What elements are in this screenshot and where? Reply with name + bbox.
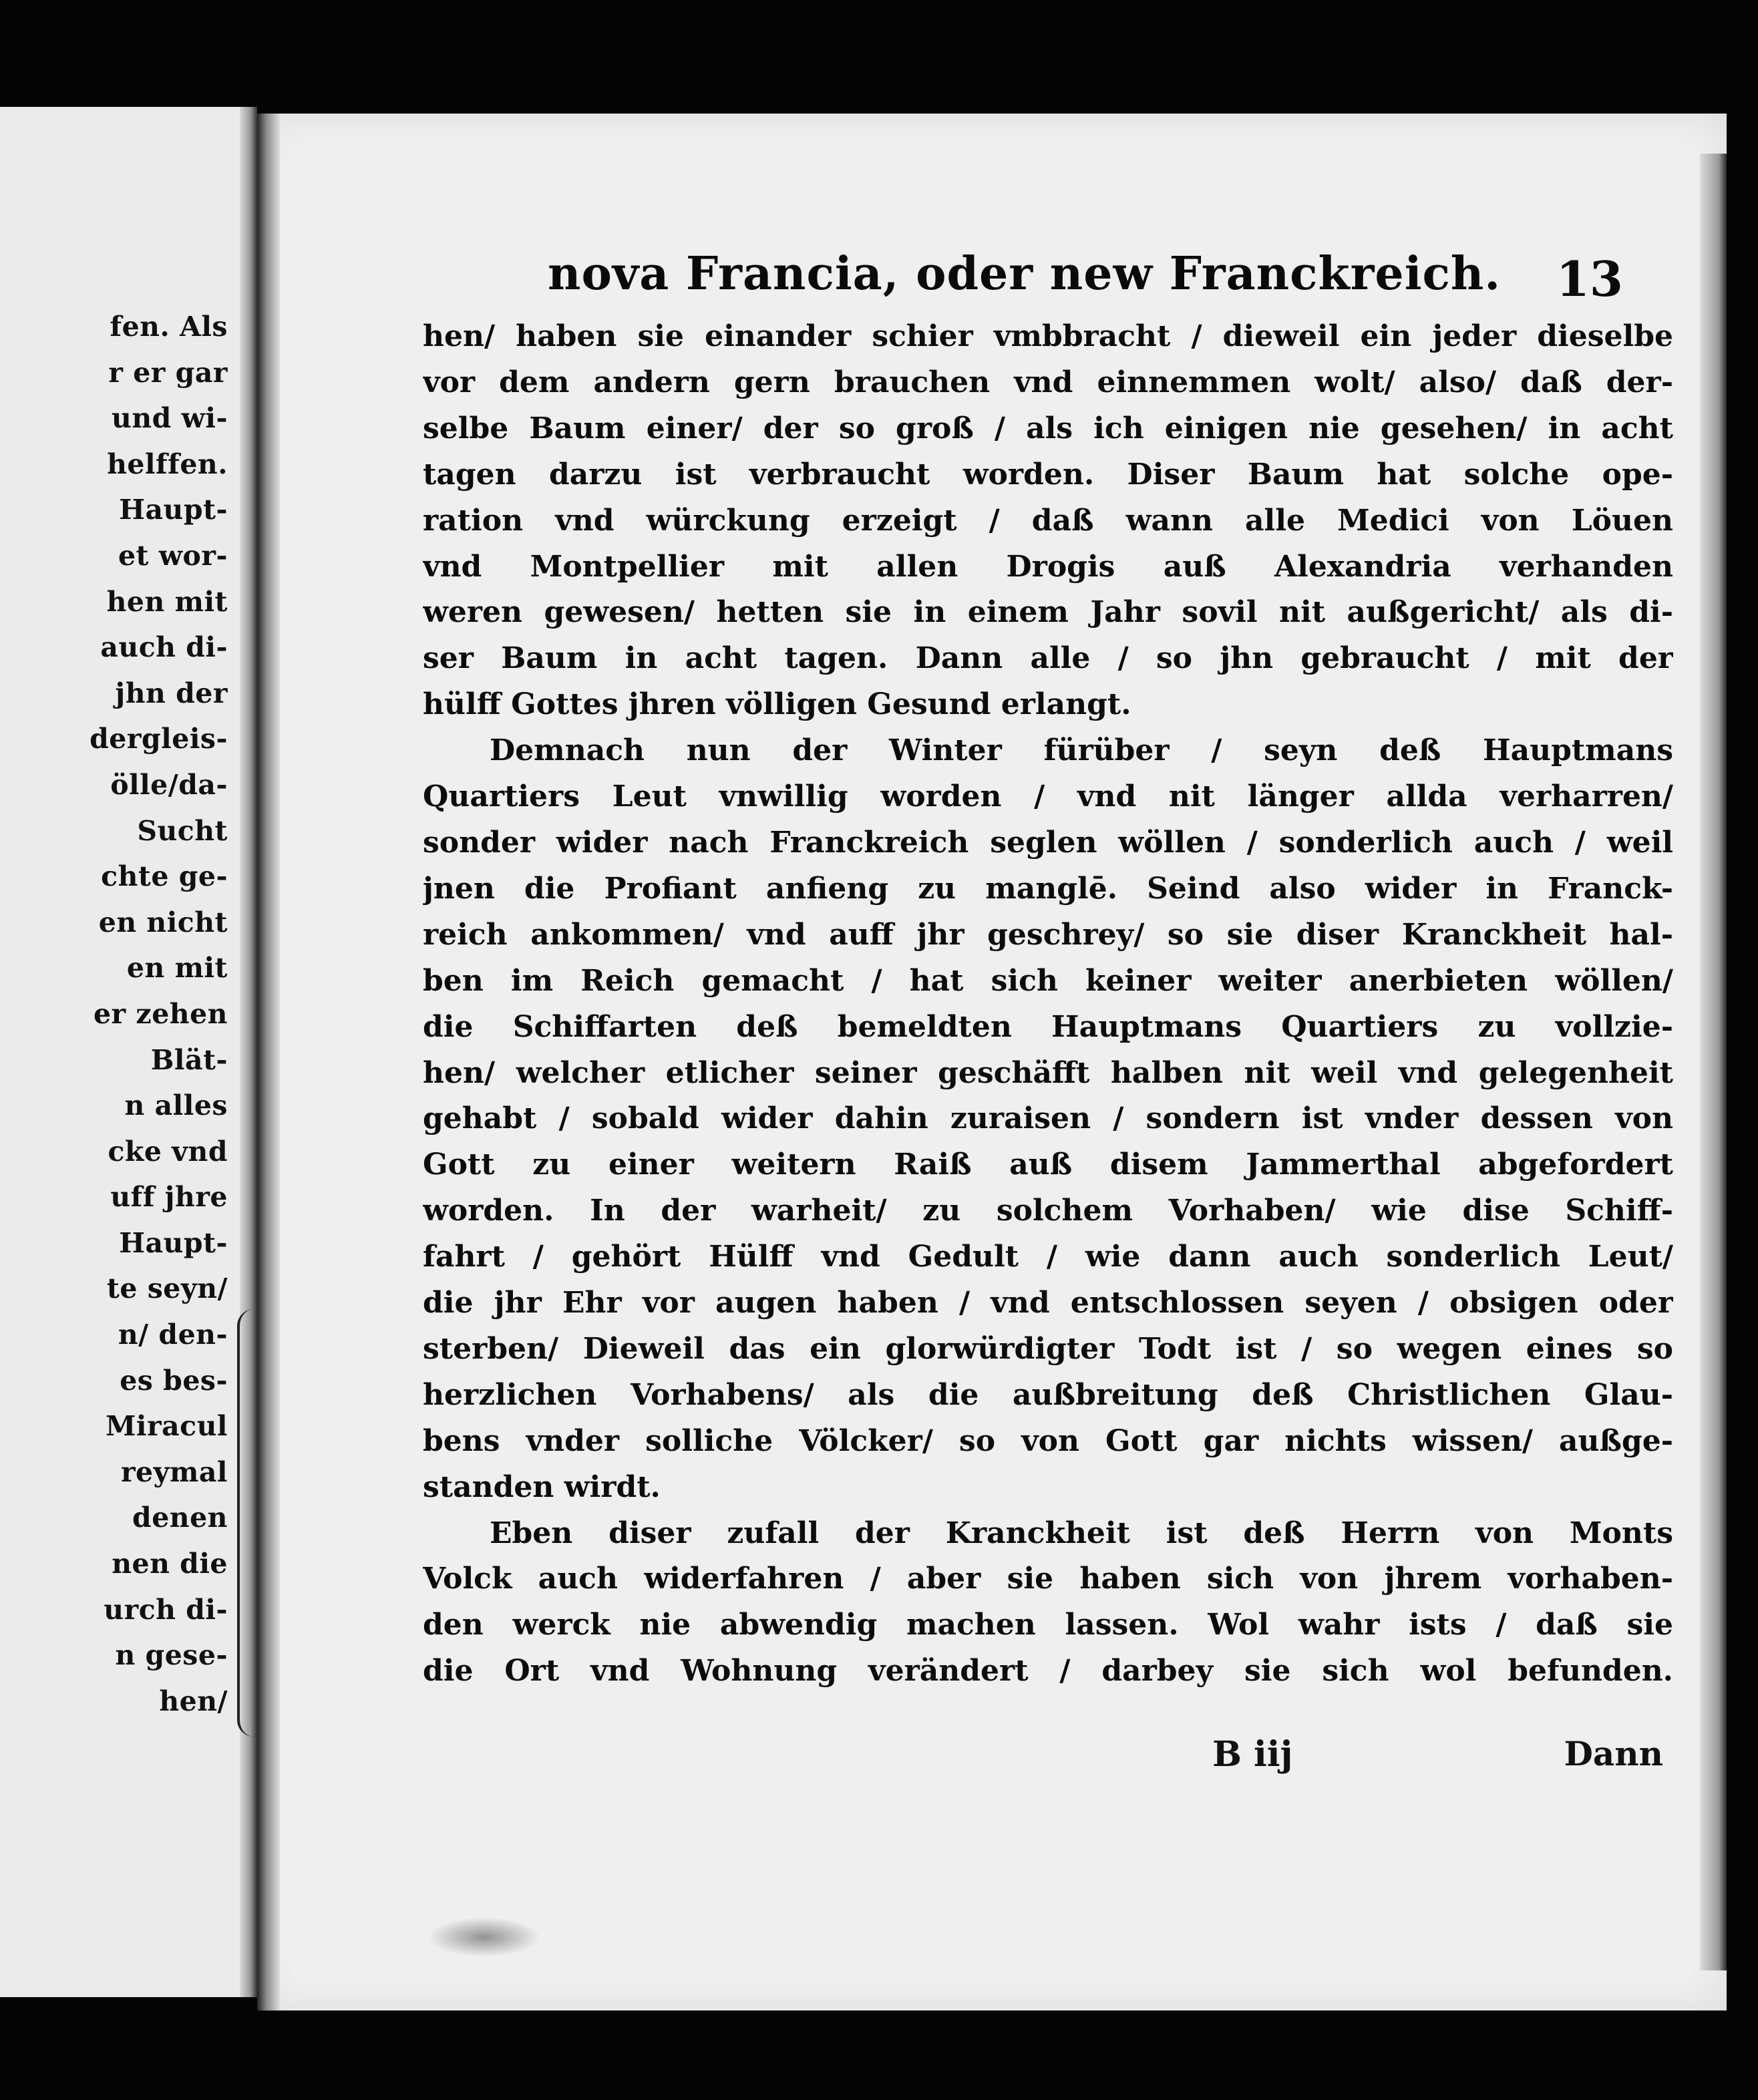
text-line: sonder wider nach Franckreich seglen wöllen / sonderlich auch / weil bbox=[423, 825, 1673, 860]
text-line: hülff Gottes jhren völligen Gesund erlangt. bbox=[423, 687, 1131, 722]
left-line: ölle/da- bbox=[110, 768, 228, 801]
text-line: die Ort vnd Wohnung verändert / darbey sie sich wol befunden. bbox=[423, 1654, 1673, 1689]
left-line: r er gar bbox=[108, 356, 228, 389]
text-line: bens vnder solliche Völcker/ so von Gott gar nichts wissen/ außge- bbox=[423, 1423, 1673, 1458]
left-line: Blät- bbox=[150, 1043, 228, 1076]
text-line: Volck auch widerfahren / aber sie haben sich von jhrem vorhaben- bbox=[423, 1562, 1673, 1596]
left-line: n/ den- bbox=[118, 1319, 228, 1351]
text-line: hen/ haben sie einander schier vmbbracht / dieweil ein jeder dieselbe bbox=[423, 319, 1673, 353]
left-page bbox=[0, 107, 257, 1997]
text-line: die Schiffarten deß bemeldten Hauptmans Quartiers zu vollzie- bbox=[423, 1009, 1673, 1044]
left-line: hen mit bbox=[106, 585, 228, 618]
left-line: jhn der bbox=[115, 677, 228, 709]
paragraph-start-line: Eben diser zufall der Kranckheit ist deß Herrn von Monts bbox=[490, 1516, 1673, 1550]
left-line: helffen. bbox=[107, 448, 228, 480]
text-line: reich ankommen/ vnd auff jhr geschrey/ so sie diser Kranckheit hal- bbox=[423, 917, 1673, 952]
signature-mark: B iij bbox=[1212, 1734, 1293, 1775]
left-line: urch di- bbox=[104, 1593, 228, 1626]
catchword: Dann bbox=[1564, 1734, 1663, 1773]
text-line: ser Baum in acht tagen. Dann alle / so jhn gebraucht / mit der bbox=[423, 641, 1673, 676]
left-line: Haupt- bbox=[119, 1226, 228, 1259]
text-line: Gott zu einer weitern Raiß auß disem Jammerthal abgefordert bbox=[423, 1148, 1673, 1182]
text-line: Quartiers Leut vnwillig worden / vnd nit länger allda verharren/ bbox=[423, 779, 1673, 814]
left-line: dergleis- bbox=[90, 723, 228, 755]
left-line: Sucht bbox=[137, 814, 228, 847]
running-head: nova Francia, oder new Franckreich. bbox=[548, 247, 1502, 301]
page-number: 13 bbox=[1556, 250, 1623, 307]
paragraph-start-line: Demnach nun der Winter fürüber / seyn deß Hauptmans bbox=[490, 733, 1673, 768]
text-line: worden. In der warheit/ zu solchem Vorhaben/ wie dise Schiff- bbox=[423, 1194, 1673, 1228]
text-line: ration vnd würckung erzeigt / daß wann alle Medici von Löuen bbox=[423, 503, 1673, 538]
text-line: herzlichen Vorhabens/ als die außbreitung deß Christlichen Glau- bbox=[423, 1377, 1673, 1412]
text-line: den werck nie abwendig machen lassen. Wol wahr ists / daß sie bbox=[423, 1608, 1673, 1642]
left-line: Miracul bbox=[106, 1410, 228, 1443]
left-line: te seyn/ bbox=[106, 1272, 228, 1305]
text-line: ben im Reich gemacht / hat sich keiner weiter anerbieten wöllen/ bbox=[423, 963, 1673, 998]
left-line: n gese- bbox=[115, 1639, 228, 1672]
text-line: die jhr Ehr vor augen haben / vnd entschlossen seyen / obsigen oder bbox=[423, 1286, 1673, 1321]
left-page-bleedthrough bbox=[221, 230, 228, 260]
left-line: hen/ bbox=[159, 1685, 228, 1717]
text-line: tagen darzu ist verbraucht worden. Diser Baum hat solche ope- bbox=[423, 457, 1673, 492]
main-page bbox=[257, 114, 1727, 2010]
text-line: gehabt / sobald wider dahin zuraisen / sondern ist vnder dessen von bbox=[423, 1101, 1673, 1136]
left-line: cke vnd bbox=[108, 1135, 228, 1168]
text-line: vnd Montpellier mit allen Drogis auß Alexandria verhanden bbox=[423, 549, 1673, 584]
left-line: nen die bbox=[112, 1548, 228, 1580]
left-line: reymal bbox=[120, 1455, 228, 1488]
bleedthrough-header bbox=[504, 154, 1573, 194]
text-line: standen wirdt. bbox=[423, 1469, 661, 1504]
text-line: selbe Baum einer/ der so groß / als ich einigen nie gesehen/ in acht bbox=[423, 411, 1673, 446]
left-line: chte ge- bbox=[101, 860, 228, 893]
left-line: et wor- bbox=[118, 539, 228, 572]
left-line: denen bbox=[132, 1502, 228, 1534]
left-line: en nicht bbox=[98, 906, 228, 938]
text-line: jnen die Profiant anfieng zu manglē. Seind also wider in Franck- bbox=[423, 871, 1673, 906]
text-line: sterben/ Dieweil das ein glorwürdigter Todt ist / so wegen eines so bbox=[423, 1331, 1673, 1366]
left-line: es bes- bbox=[120, 1364, 228, 1397]
left-line: fen. Als bbox=[110, 311, 228, 343]
left-line: Haupt- bbox=[119, 494, 228, 526]
text-line: hen/ welcher etlicher seiner geschäfft halben nit weil vnd gelegenheit bbox=[423, 1055, 1673, 1090]
left-line: und wi- bbox=[112, 402, 228, 435]
left-line: er zehen bbox=[93, 997, 228, 1030]
text-line: weren gewesen/ hetten sie in einem Jahr sovil nit außgericht/ als di- bbox=[423, 595, 1673, 630]
text-line: vor dem andern gern brauchen vnd einnemmen wolt/ also/ daß der- bbox=[423, 365, 1673, 399]
body-text bbox=[423, 314, 1673, 1695]
left-line: en mit bbox=[126, 952, 228, 985]
ink-stain bbox=[427, 1917, 541, 1957]
left-line: uff jhre bbox=[110, 1181, 228, 1214]
left-page-text bbox=[0, 304, 228, 1724]
page-edge-shadow bbox=[1700, 154, 1727, 1970]
left-line: n alles bbox=[124, 1089, 228, 1122]
binding-thread bbox=[237, 1309, 273, 1737]
text-line: fahrt / gehört Hülff vnd Gedult / wie dann auch sonderlich Leut/ bbox=[423, 1240, 1673, 1274]
left-line: auch di- bbox=[100, 631, 228, 664]
